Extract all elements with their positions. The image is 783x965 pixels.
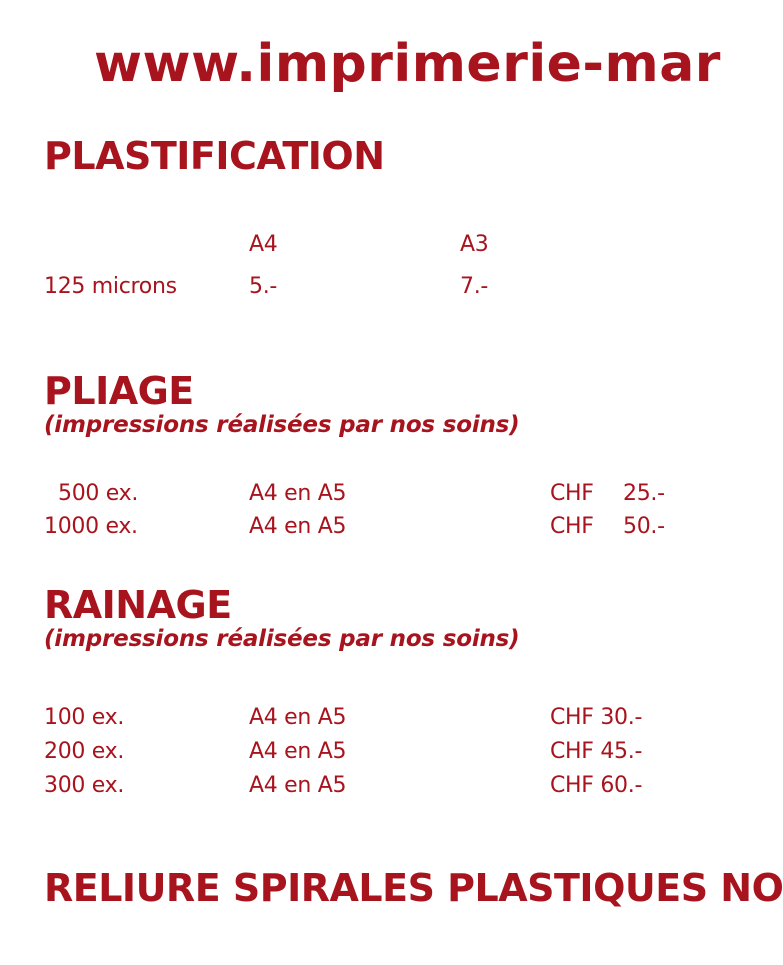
pliage-row-1-format: A4 en A5 xyxy=(249,481,347,506)
rainage-subtitle: (impressions réalisées par nos soins) xyxy=(44,626,520,652)
plastification-row-label: 125 microns xyxy=(44,274,177,299)
plastification-header-a3: A3 xyxy=(460,232,489,257)
pliage-row-1-qty: 500 ex. xyxy=(58,481,139,506)
rainage-row-1-qty: 100 ex. xyxy=(44,705,125,730)
rainage-row-2-qty: 200 ex. xyxy=(44,739,125,764)
rainage-row-3-qty: 300 ex. xyxy=(44,773,125,798)
rainage-title: RAINAGE xyxy=(44,583,232,627)
plastification-header-a4: A4 xyxy=(249,232,278,257)
pliage-row-2-currency: CHF xyxy=(550,514,594,539)
pliage-subtitle: (impressions réalisées par nos soins) xyxy=(44,412,520,438)
rainage-row-2-format: A4 en A5 xyxy=(249,739,347,764)
rainage-row-1-format: A4 en A5 xyxy=(249,705,347,730)
plastification-title: PLASTIFICATION xyxy=(44,134,385,178)
rainage-row-3-price: CHF 60.- xyxy=(550,773,643,798)
pliage-row-1-price: 25.- xyxy=(623,481,665,506)
rainage-row-2-price: CHF 45.- xyxy=(550,739,643,764)
pliage-row-2-format: A4 en A5 xyxy=(249,514,347,539)
site-url: www.imprimerie-mar xyxy=(94,34,721,94)
rainage-row-1-price: CHF 30.- xyxy=(550,705,643,730)
reliure-title: RELIURE SPIRALES PLASTIQUES NO xyxy=(44,866,783,910)
plastification-price-a4: 5.- xyxy=(249,274,278,299)
rainage-row-3-format: A4 en A5 xyxy=(249,773,347,798)
pliage-row-2-price: 50.- xyxy=(623,514,665,539)
plastification-price-a3: 7.- xyxy=(460,274,489,299)
pliage-title: PLIAGE xyxy=(44,369,194,413)
pliage-row-1-currency: CHF xyxy=(550,481,594,506)
pliage-row-2-qty: 1000 ex. xyxy=(44,514,138,539)
